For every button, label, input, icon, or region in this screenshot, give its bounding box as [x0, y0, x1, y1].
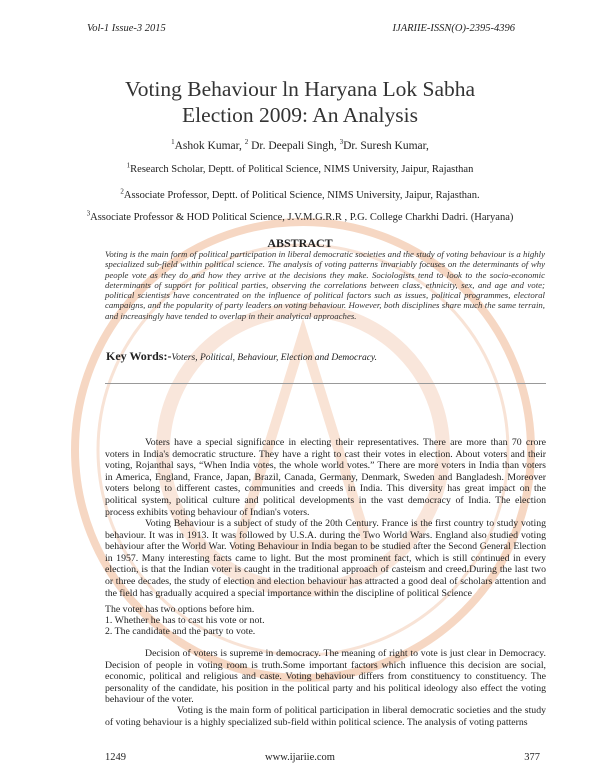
option-item-1: 1. Whether he has to cast his vote or not.: [105, 615, 265, 627]
journal-volume: Vol-1 Issue-3 2015: [87, 23, 166, 34]
options-intro: The voter has two options before him.: [105, 604, 255, 615]
author-2: Dr. Deepali Singh,: [248, 140, 340, 152]
author-3: Dr. Suresh Kumar,: [343, 140, 429, 152]
affiliation-1: $^1$Research Scholar, Deptt. of Political Science, NIMS University, Jaipur, Rajasthan: [126, 161, 474, 175]
option-item-2: 2. The candidate and the party to vote.: [105, 626, 256, 638]
footer-paper-id: 1249: [105, 752, 126, 763]
abstract-text: Voting is the main form of political participation in liberal democratic societies and the study of voting behaviour is a highly specialized sub-field within political science. The analysis of voting patterns invariably focuses on the determinants of why people vote as they do and how they arrive at the decisions they make. Sociologists tend to look to the socio-economic determinants of support for political parties, observing the correlations between class, ethnicity, sex, and age and vote; political scientists have concentrated on the influence of political factors such as issues, political programmes, electoral campaigns, and the popularity of party leaders on voting behaviour. However, both disciplines share much the same terrain, and increasingly have tended to overlap in their analytical approaches.: [105, 249, 545, 321]
keywords: [106, 349, 377, 364]
affiliation-3: $^3$Associate Professor & HOD Political Science, J.V.M.G.R.R , P.G. College Charkhi Dadri. (Haryana): [86, 209, 514, 223]
body-paragraph-1: Voters have a special significance in electing their representatives. There are more than 70 crore voters in India's democratic structure. They have a right to cast their votes in election. About voters and their voting, Rojanthal says, “When India votes, the whole world votes.” There are more voters in India than voters in America, England, France, Japan, Brazil, Canada, Germany, Denmark, Sweden and Bangladesh. Moreover voters belong to different castes, communities and creeds in India. This diversity has great impact on the political system, political culture and political developments in the vast democracy of India. The election process exhibits voting behaviour of Indian's voters.: [105, 437, 546, 518]
body-paragraph-3: Decision of voters is supreme in democracy. The meaning of right to vote is just clear in Democracy. Decision of people in voting room is truth.Some important factors which influence this decision are social, economic, political and religious and caste. Voting behaviour differs from constituency to constituency. The personality of the candidate, his position in the political party and his political ideology also effect the voting behaviour of the voter.: [105, 648, 546, 706]
voter-options-list: [105, 604, 265, 638]
paper-title: Voting Behaviour ln Haryana Lok Sabha Election 2009: An Analysis: [124, 77, 476, 127]
author-1: Ashok Kumar,: [174, 140, 245, 152]
affiliation-2: $^2$Associate Professor, Deptt. of Political Science, NIMS University, Jaipur, Rajasthan.: [120, 187, 480, 201]
body-paragraph-4: Voting is the main form of political participation in liberal democratic societies and the study of voting behaviour is a highly specialized sub-field within political science. The analysis of voting patterns: [105, 705, 546, 728]
footer-website: www.ijariie.com: [265, 752, 335, 763]
footer-page-number: 377: [524, 752, 540, 763]
section-divider: [105, 383, 546, 384]
body-paragraph-2: Voting Behaviour is a subject of study of the 20th Century. France is the first country to study voting behaviour. It was in 1913. It was followed by U.S.A. during the Two World Wars. England also studied voting behaviour after the World War. Voting Behaviour in India began to be studied after the Second General Election in 1957. Many interesting facts came to light. But the most prominent fact, which is still continued in every election, is that the Indian voter is caught in the traditional approach of casteism and creed.During the last two or three decades, the study of election and election behaviour has attracted a good deal of scholars attention and the field has gradually acquired a special importance within the discipline of political Science: [105, 518, 546, 599]
keywords-label: Key Words:-: [106, 349, 172, 363]
abstract-heading: ABSTRACT: [267, 236, 333, 250]
author-list: $^1$Ashok Kumar, $^2$ Dr. Deepali Singh, $^3$Dr. Suresh Kumar,: [171, 138, 429, 152]
keywords-text: Voters, Political, Behaviour, Election and Democracy.: [171, 353, 377, 363]
journal-issn: IJARIIE-ISSN(O)-2395-4396: [392, 23, 515, 34]
